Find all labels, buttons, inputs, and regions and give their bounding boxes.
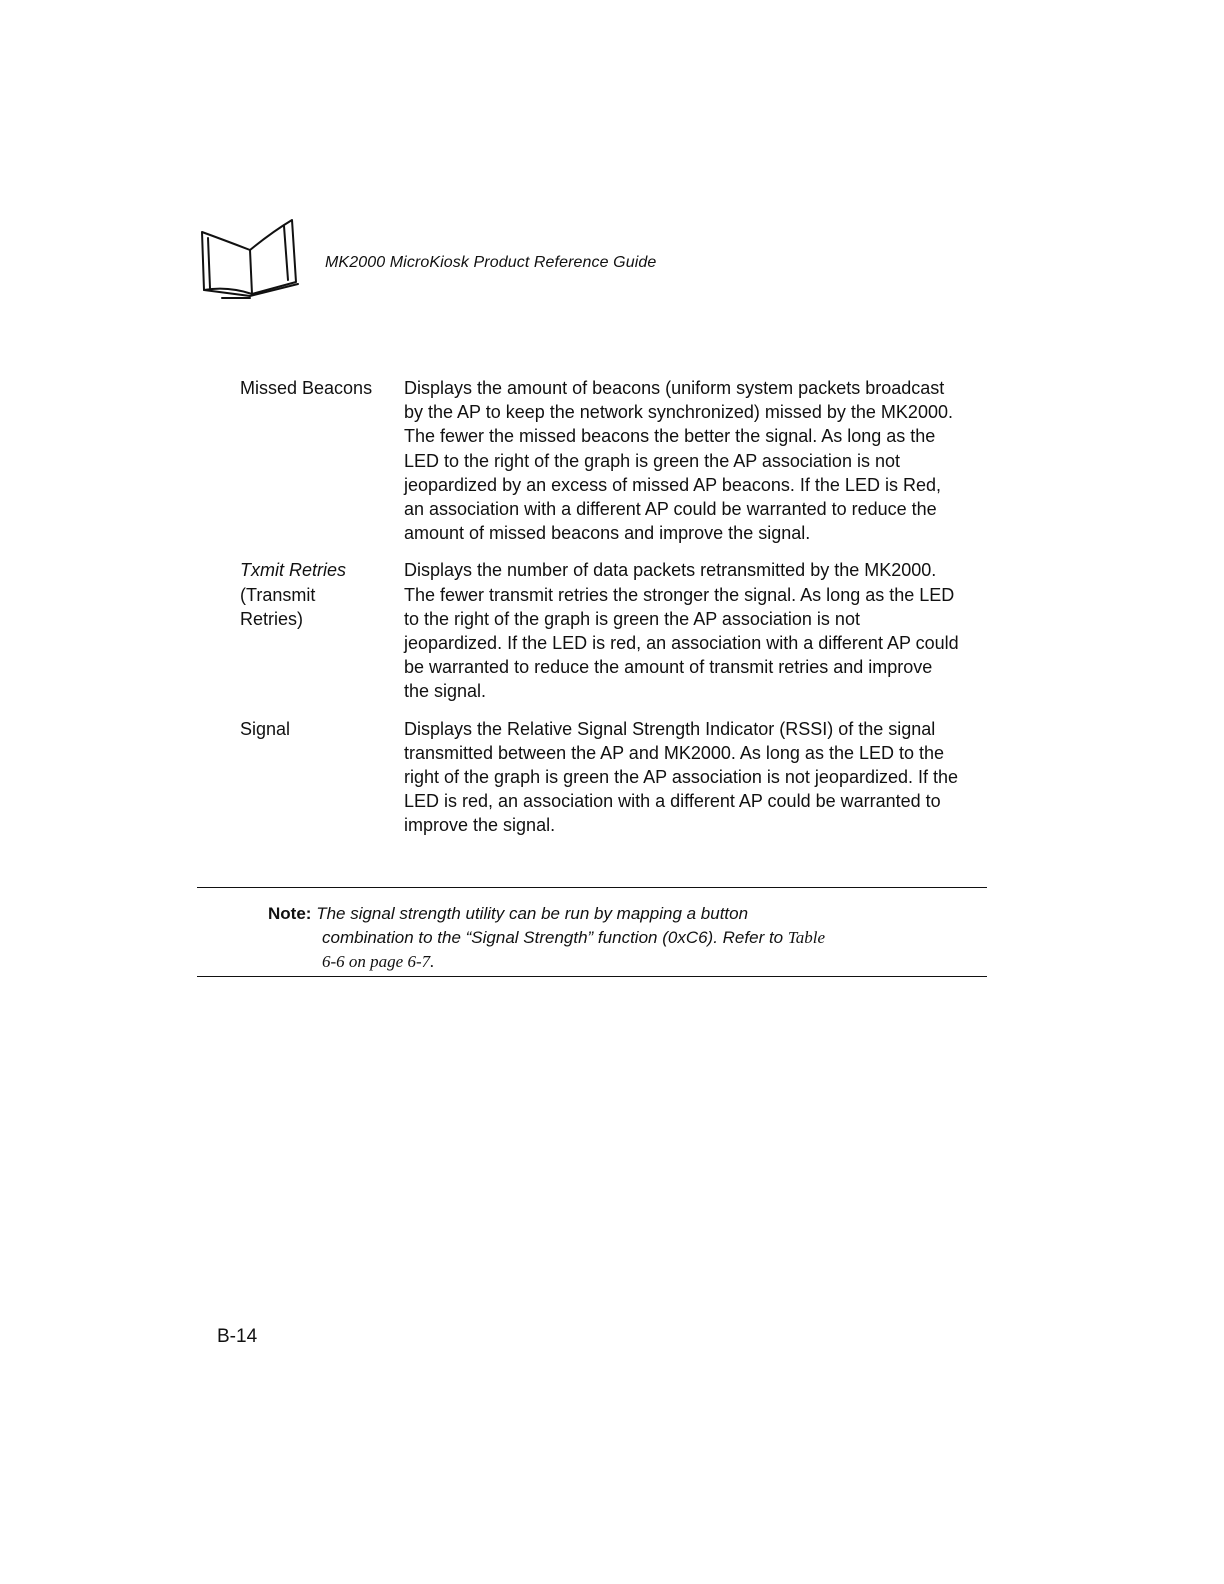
note-text bbox=[268, 902, 928, 974]
note-cross-reference-link[interactable]: Table bbox=[787, 928, 826, 947]
open-book-icon bbox=[194, 218, 304, 300]
page-number: B-14 bbox=[217, 1326, 258, 1347]
term-label-sub: (Transmit Retries) bbox=[240, 584, 316, 629]
term-signal bbox=[240, 717, 404, 838]
term-label: Signal bbox=[240, 718, 291, 739]
term-label: Missed Beacons bbox=[240, 378, 373, 398]
definition-row-txmit-retries bbox=[240, 558, 960, 703]
term-missed-beacons bbox=[240, 376, 404, 545]
note-continuation bbox=[268, 926, 928, 974]
note-line-2: combination to the “Signal Strength” function (0xC6). Refer to bbox=[322, 928, 788, 947]
note-label: Note: bbox=[268, 904, 312, 923]
definition-list bbox=[240, 376, 960, 851]
definition-row-missed-beacons bbox=[240, 376, 960, 545]
note-cross-reference-page[interactable]: 6-6 on page 6-7. bbox=[322, 952, 435, 971]
note-box bbox=[197, 887, 987, 977]
definition-text: Displays the Relative Signal Strength Indicator (RSSI) of the signal transmitted between the AP and MK2000. As long as the LED to the right of the graph is green the AP association is not jeopardized. If the LED is red, an association with a different AP could be warranted to improve the signal. bbox=[404, 718, 959, 836]
definition-text: Displays the number of data packets retransmitted by the MK2000. The fewer transmit retries the stronger the signal. As long as the LED to the right of the graph is green the AP association is not jeopardized. If the LED is red, an association with a different AP could be warranted to reduce the amount of transmit retries and improve the signal. bbox=[404, 560, 959, 702]
definition-text: Displays the amount of beacons (uniform system packets broadcast by the AP to keep the network synchronized) missed by the MK2000. The fewer the missed beacons the better the signal. As long as the LED to the right of the graph is green the AP association is not jeopardized by an excess of missed AP beacons. If the LED is Red, an association with a different AP could be warranted to reduce the amount of missed beacons and improve the signal. bbox=[404, 378, 953, 544]
running-header-title: MK2000 MicroKiosk Product Reference Guide bbox=[325, 254, 657, 271]
term-txmit-retries bbox=[240, 558, 404, 703]
note-line-1: The signal strength utility can be run by mapping a button bbox=[316, 904, 749, 923]
term-label-italic: Txmit Retries bbox=[240, 560, 347, 581]
definition-row-signal bbox=[240, 717, 960, 838]
